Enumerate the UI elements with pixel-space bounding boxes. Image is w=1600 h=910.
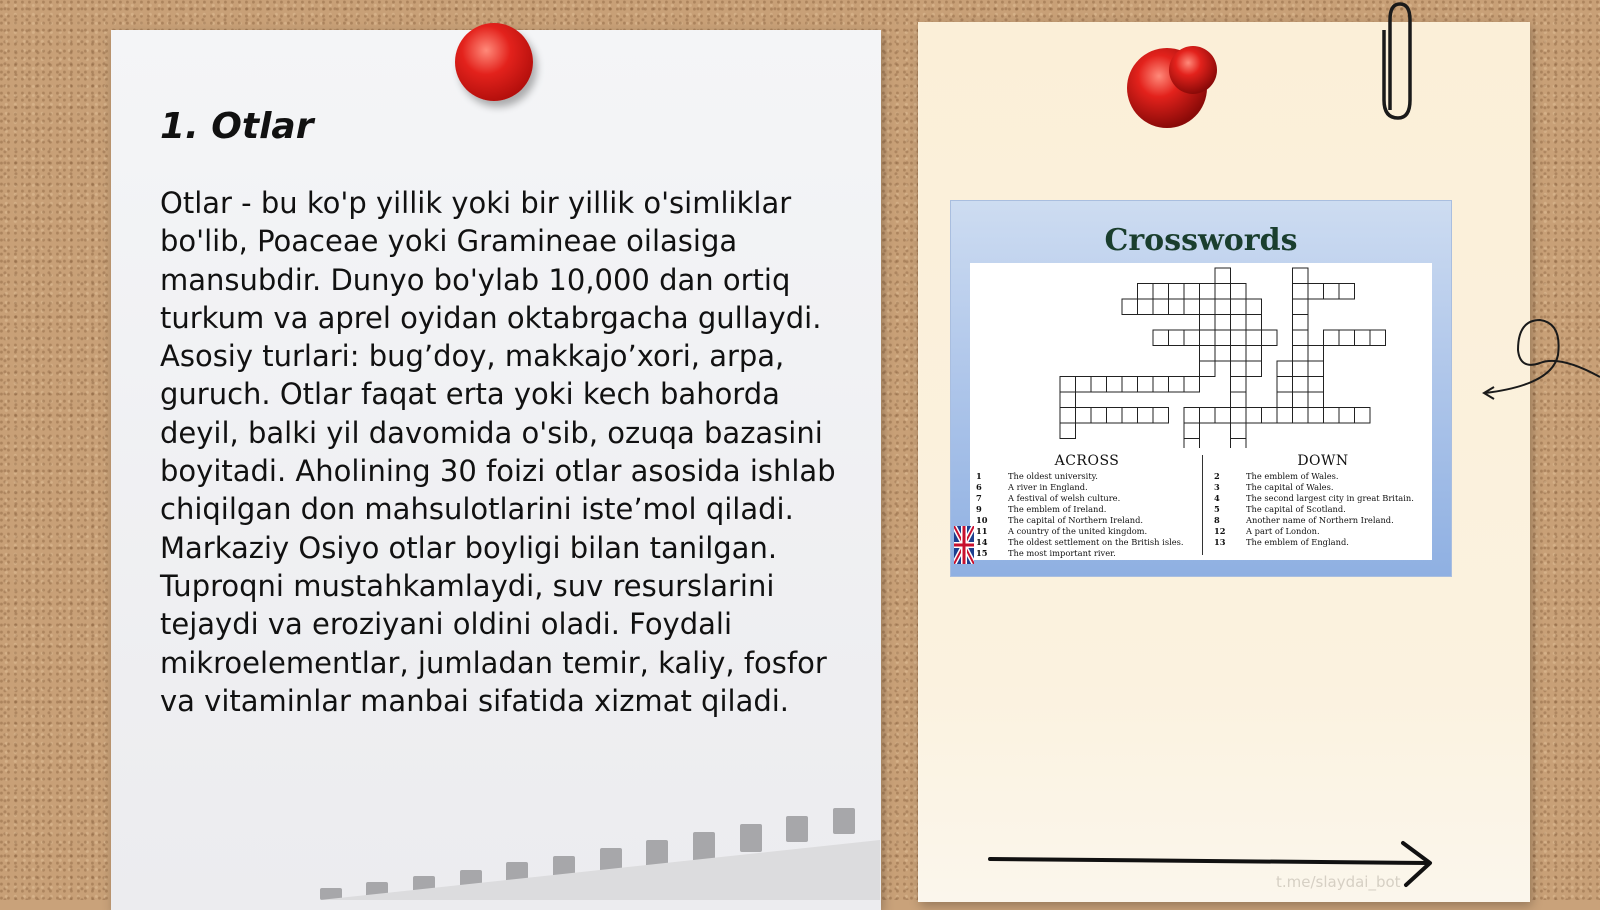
crossword-cell — [1091, 408, 1107, 424]
crossword-cell — [1169, 284, 1185, 300]
crossword-cell — [1308, 408, 1324, 424]
clue-number: 11 — [976, 526, 988, 536]
down-heading: DOWN — [1297, 453, 1349, 469]
crossword-cell — [1231, 408, 1247, 424]
crossword-cell — [1215, 315, 1231, 331]
push-pin-icon — [1125, 38, 1217, 130]
torn-paper-edge — [320, 800, 880, 900]
crossword-cell — [1184, 423, 1200, 439]
down-clue — [1214, 504, 1432, 515]
crossword-cell — [1184, 408, 1200, 424]
crossword-cell — [1200, 299, 1216, 315]
crossword-cell — [1153, 377, 1169, 393]
crossword-cell — [1231, 284, 1247, 300]
crossword-cell — [1184, 330, 1200, 346]
crossword-cell — [1246, 408, 1262, 424]
crossword-cell — [1308, 377, 1324, 393]
across-clue — [976, 537, 1198, 548]
crossword-cell — [1200, 284, 1216, 300]
clue-number: 5 — [1214, 504, 1220, 514]
crossword-cell — [1293, 330, 1309, 346]
clue-text: The capital of Wales. — [1246, 482, 1334, 492]
crossword-cell — [1293, 392, 1309, 408]
crossword-cell — [1355, 330, 1371, 346]
across-clue — [976, 548, 1198, 559]
push-pin-icon — [455, 23, 533, 101]
across-clue — [976, 504, 1198, 515]
clue-text: The emblem of Ireland. — [1008, 504, 1107, 514]
crossword-cell — [1293, 268, 1309, 284]
crossword-cell — [1355, 408, 1371, 424]
crossword-cell — [1138, 284, 1154, 300]
crossword-cell — [1122, 377, 1138, 393]
crossword-cell — [1308, 361, 1324, 377]
crossword-cell — [1231, 299, 1247, 315]
crossword-cell — [1138, 299, 1154, 315]
crossword-cell — [1308, 346, 1324, 362]
crossword-cell — [1107, 377, 1123, 393]
body-paragraph: Otlar - bu ko'p yillik yoki bir yillik o'simliklar bo'lib, Poaceae yoki Gramineae oilasiga mansubdir. Dunyo bo'ylab 10,000 dan ortiq turkum va aprel oyidan oktabrgacha gullaydi. Asosiy turlari: bug’doy, makkajo’xori, arpa, guruch. Otlar faqat erta yoki kech bahorda deyil, balki yil davomida o'sib, ozuqa bazasini boyitadi. Aholining 30 foizi otlar asosida ishlab chiqilgan don mahsulotlarini iste’mol qiladi. Markaziy Osiyo otlar boyligi bilan tanilgan. Tuproqni mustahkamlaydi, suv resurslarini tejaydi va eroziyani oldini oladi. Foydali mikroelementlar, jumladan temir, kaliy, fosfor va vitaminlar manbai sifatida xizmat qiladi. — [160, 186, 836, 718]
clue-number: 13 — [1214, 537, 1226, 547]
crossword-cell — [1215, 299, 1231, 315]
down-clue — [1214, 482, 1432, 493]
clue-text: The second largest city in great Britain. — [1246, 493, 1414, 503]
crossword-cell — [1231, 361, 1247, 377]
crossword-cell — [1324, 284, 1340, 300]
down-clue — [1214, 493, 1432, 504]
crossword-image — [950, 200, 1452, 577]
clue-number: 12 — [1214, 526, 1226, 536]
crossword-cell — [1246, 330, 1262, 346]
crossword-cell — [1293, 284, 1309, 300]
crossword-cell — [1231, 392, 1247, 408]
crossword-cell — [1262, 408, 1278, 424]
clue-number: 1 — [976, 471, 982, 481]
crossword-cell — [1215, 268, 1231, 284]
clue-number: 14 — [976, 537, 988, 547]
down-clue — [1214, 526, 1432, 537]
clue-number: 2 — [1214, 471, 1220, 481]
crossword-cell — [1277, 377, 1293, 393]
clue-number: 7 — [976, 493, 982, 503]
clue-text: The most important river. — [1008, 548, 1116, 558]
clue-number: 15 — [976, 548, 988, 558]
clue-text: The oldest settlement on the British isles. — [1008, 537, 1184, 547]
crossword-cell — [1184, 299, 1200, 315]
clue-number: 6 — [976, 482, 982, 492]
across-column — [976, 453, 1198, 559]
crossword-cell — [1184, 284, 1200, 300]
crossword-cell — [1215, 330, 1231, 346]
across-clue — [976, 526, 1198, 537]
clue-text: The oldest university. — [1008, 471, 1098, 481]
clue-text: A part of London. — [1246, 526, 1320, 536]
clue-text: The capital of Scotland. — [1246, 504, 1346, 514]
clue-text: A country of the united kingdom. — [1008, 526, 1148, 536]
down-clue — [1214, 537, 1432, 548]
crossword-cell — [1231, 377, 1247, 393]
crossword-cell — [1060, 423, 1076, 439]
crossword-cell — [1293, 315, 1309, 331]
crossword-cell — [1277, 361, 1293, 377]
crossword-cell — [1076, 408, 1092, 424]
down-clue — [1214, 515, 1432, 526]
clue-number: 4 — [1214, 493, 1220, 503]
clue-text: The emblem of England. — [1246, 537, 1349, 547]
crossword-cell — [1153, 284, 1169, 300]
crossword-cell — [1107, 408, 1123, 424]
across-clue — [976, 493, 1198, 504]
crossword-cell — [1215, 408, 1231, 424]
crossword-cell — [1060, 377, 1076, 393]
crossword-cell — [1293, 361, 1309, 377]
crossword-cell — [1215, 284, 1231, 300]
crossword-cell — [1076, 377, 1092, 393]
crossword-cell — [1060, 392, 1076, 408]
across-heading: ACROSS — [1054, 453, 1120, 469]
crossword-cell — [1262, 330, 1278, 346]
crossword-cell — [1293, 299, 1309, 315]
crossword-cell — [1231, 439, 1247, 449]
crossword-cell — [1231, 346, 1247, 362]
swirl-arrow-icon — [1480, 315, 1600, 405]
crossword-cell — [1091, 377, 1107, 393]
clue-text: The emblem of Wales. — [1246, 471, 1339, 481]
crossword-cell — [1293, 377, 1309, 393]
crossword-sheet — [970, 263, 1432, 560]
crossword-cell — [1339, 408, 1355, 424]
clue-number: 10 — [976, 515, 988, 525]
crossword-cell — [1293, 408, 1309, 424]
crossword-clues — [970, 453, 1432, 558]
crossword-cell — [1370, 330, 1386, 346]
crossword-title: Crosswords — [1104, 223, 1298, 258]
clue-number: 3 — [1214, 482, 1220, 492]
crossword-cell — [1184, 377, 1200, 393]
paper-clip-icon — [1378, 0, 1418, 125]
crossword-cell — [1122, 408, 1138, 424]
crossword-cell — [1277, 408, 1293, 424]
clue-divider — [1202, 455, 1203, 555]
clue-text: Another name of Northern Ireland. — [1246, 515, 1394, 525]
clue-text: The capital of Northern Ireland. — [1008, 515, 1144, 525]
crossword-cell — [1200, 408, 1216, 424]
crossword-cell — [1231, 330, 1247, 346]
crossword-cell — [1153, 330, 1169, 346]
crossword-cell — [1246, 299, 1262, 315]
crossword-cell — [1277, 392, 1293, 408]
crossword-cell — [1246, 361, 1262, 377]
crossword-cell — [1339, 284, 1355, 300]
across-list — [976, 471, 1198, 559]
crossword-cell — [1200, 346, 1216, 362]
crossword-cell — [1200, 315, 1216, 331]
down-column — [1214, 453, 1432, 548]
across-clue — [976, 482, 1198, 493]
crossword-cell — [1169, 330, 1185, 346]
watermark: t.me/slaydai_bot — [1276, 873, 1401, 891]
slide-title: 1. Otlar — [160, 106, 314, 147]
crossword-cell — [1200, 361, 1216, 377]
clue-text: A river in England. — [1008, 482, 1088, 492]
uk-flag-icon — [954, 526, 974, 564]
clue-text: A festival of welsh culture. — [1008, 493, 1121, 503]
crossword-cell — [1308, 392, 1324, 408]
crossword-cell — [1339, 330, 1355, 346]
crossword-cell — [1060, 408, 1076, 424]
crossword-cell — [1138, 377, 1154, 393]
down-list — [1214, 471, 1432, 548]
clue-number: 8 — [1214, 515, 1220, 525]
crossword-cell — [1169, 299, 1185, 315]
crossword-cell — [1215, 346, 1231, 362]
crossword-cell — [1122, 299, 1138, 315]
crossword-cell — [1200, 330, 1216, 346]
crossword-cell — [1246, 346, 1262, 362]
crossword-cell — [1308, 284, 1324, 300]
down-clue — [1214, 471, 1432, 482]
crossword-cell — [1246, 315, 1262, 331]
crossword-cell — [1138, 408, 1154, 424]
crossword-cell — [1324, 330, 1340, 346]
across-clue — [976, 471, 1198, 482]
crossword-grid — [970, 263, 1432, 448]
crossword-cell — [1231, 423, 1247, 439]
crossword-cell — [1293, 346, 1309, 362]
crossword-cell — [1184, 439, 1200, 449]
crossword-cell — [1153, 408, 1169, 424]
clue-number: 9 — [976, 504, 982, 514]
crossword-cell — [1324, 408, 1340, 424]
crossword-cell — [1169, 377, 1185, 393]
across-clue — [976, 515, 1198, 526]
crossword-cell — [1153, 299, 1169, 315]
